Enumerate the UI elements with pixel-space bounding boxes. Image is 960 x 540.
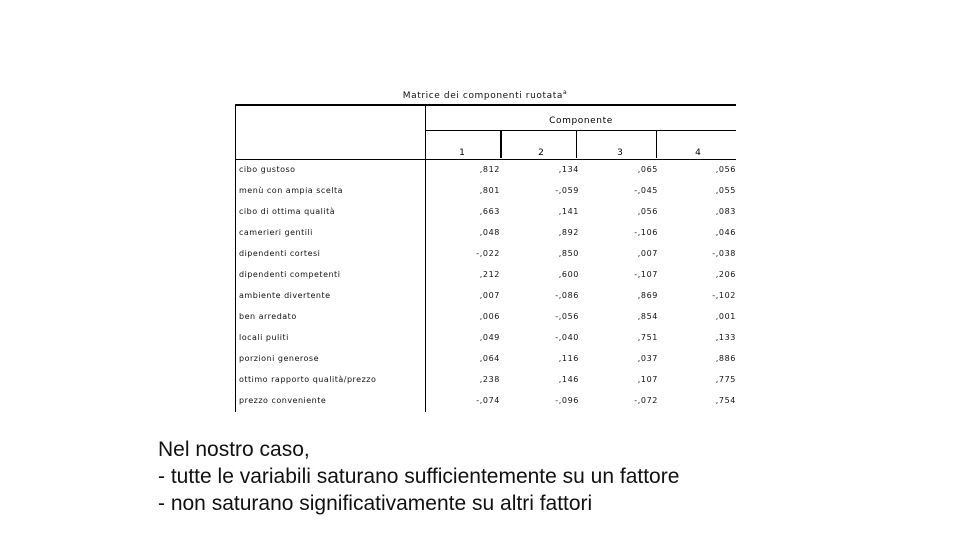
row-value-2: ,146 (558, 375, 579, 384)
row-label: dipendenti competenti (239, 270, 341, 279)
row-value-1: ,006 (479, 312, 500, 321)
row-label: dipendenti cortesi (239, 249, 321, 258)
component-header-rule (426, 130, 736, 131)
column-separator (576, 130, 577, 158)
caption-line-2: - tutte le variabili saturano sufficientemente su un fattore (158, 465, 680, 488)
row-value-4: ,886 (715, 354, 736, 363)
caption-line-1: Nel nostro caso, (158, 438, 310, 461)
row-value-3: ,065 (637, 165, 658, 174)
row-value-1: ,801 (479, 186, 500, 195)
row-value-1: ,812 (479, 165, 500, 174)
row-value-1: ,663 (479, 207, 500, 216)
component-header: Componente (549, 116, 613, 126)
row-value-3: ,037 (637, 354, 658, 363)
column-header-2: 2 (538, 148, 544, 158)
table-row (236, 286, 736, 307)
row-label: ambiente divertente (239, 291, 331, 300)
table-row (236, 349, 736, 370)
row-value-4: ,046 (715, 228, 736, 237)
row-value-3: -,072 (634, 396, 658, 405)
table-row (236, 223, 736, 244)
table-row (236, 370, 736, 391)
row-value-2: -,056 (555, 312, 579, 321)
row-label: cibo gustoso (239, 165, 296, 174)
row-value-1: ,049 (479, 333, 500, 342)
row-value-3: ,107 (637, 375, 658, 384)
row-value-2: -,096 (555, 396, 579, 405)
row-value-2: ,600 (558, 270, 579, 279)
table-body (236, 160, 736, 412)
table-row (236, 244, 736, 265)
row-value-2: -,040 (555, 333, 579, 342)
row-value-4: ,133 (715, 333, 736, 342)
row-value-4: ,775 (715, 375, 736, 384)
table-title-footnote-mark: a (562, 89, 568, 96)
row-value-3: ,751 (637, 333, 658, 342)
table-header (236, 106, 736, 160)
table-title (235, 89, 735, 101)
row-value-4: ,001 (715, 312, 736, 321)
row-value-3: ,007 (637, 249, 658, 258)
row-value-1: ,238 (479, 375, 500, 384)
caption-line-3: - non saturano significativamente su altri fattori (158, 492, 593, 515)
row-label: porzioni generose (239, 354, 320, 363)
row-value-1: ,048 (479, 228, 500, 237)
row-value-3: -,045 (634, 186, 658, 195)
row-value-2: -,086 (555, 291, 579, 300)
row-value-2: ,850 (558, 249, 579, 258)
table-row (236, 328, 736, 349)
row-value-4: ,083 (715, 207, 736, 216)
row-value-4: ,754 (715, 396, 736, 405)
table-title-text: Matrice dei componenti ruotata (402, 91, 563, 101)
row-value-3: -,106 (634, 228, 658, 237)
row-label: cibo di ottima qualità (239, 207, 336, 216)
row-value-4: ,055 (715, 186, 736, 195)
row-label: menù con ampia scelta (239, 186, 343, 195)
table-row (236, 202, 736, 223)
row-value-4: -,038 (712, 249, 736, 258)
row-value-2: -,059 (555, 186, 579, 195)
row-value-3: ,056 (637, 207, 658, 216)
column-header-1: 1 (459, 148, 465, 158)
column-separator (656, 130, 657, 158)
row-value-1: -,022 (476, 249, 500, 258)
row-label: ottimo rapporto qualità/prezzo (239, 375, 377, 384)
row-value-2: ,892 (558, 228, 579, 237)
rotated-component-matrix-table (235, 104, 736, 412)
header-stub-cell (236, 106, 426, 159)
column-separator (500, 130, 502, 158)
table-row (236, 307, 736, 328)
column-header-3: 3 (617, 148, 623, 158)
row-label: ben arredato (239, 312, 297, 321)
row-value-1: -,074 (476, 396, 500, 405)
table-row (236, 160, 736, 181)
table-row (236, 391, 736, 412)
row-value-2: ,141 (558, 207, 579, 216)
row-value-3: ,869 (637, 291, 658, 300)
row-value-1: ,064 (479, 354, 500, 363)
row-value-4: -,102 (712, 291, 736, 300)
row-value-4: ,056 (715, 165, 736, 174)
column-header-4: 4 (695, 148, 701, 158)
row-value-1: ,212 (479, 270, 500, 279)
table-row (236, 181, 736, 202)
row-value-3: -,107 (634, 270, 658, 279)
table-row (236, 265, 736, 286)
row-value-2: ,134 (558, 165, 579, 174)
slide-caption (158, 436, 679, 517)
row-value-4: ,206 (715, 270, 736, 279)
row-value-2: ,116 (558, 354, 579, 363)
row-value-1: ,007 (479, 291, 500, 300)
row-label: camerieri gentili (239, 228, 313, 237)
row-value-3: ,854 (637, 312, 658, 321)
row-label: locali puliti (239, 333, 289, 342)
row-label: prezzo conveniente (239, 396, 327, 405)
